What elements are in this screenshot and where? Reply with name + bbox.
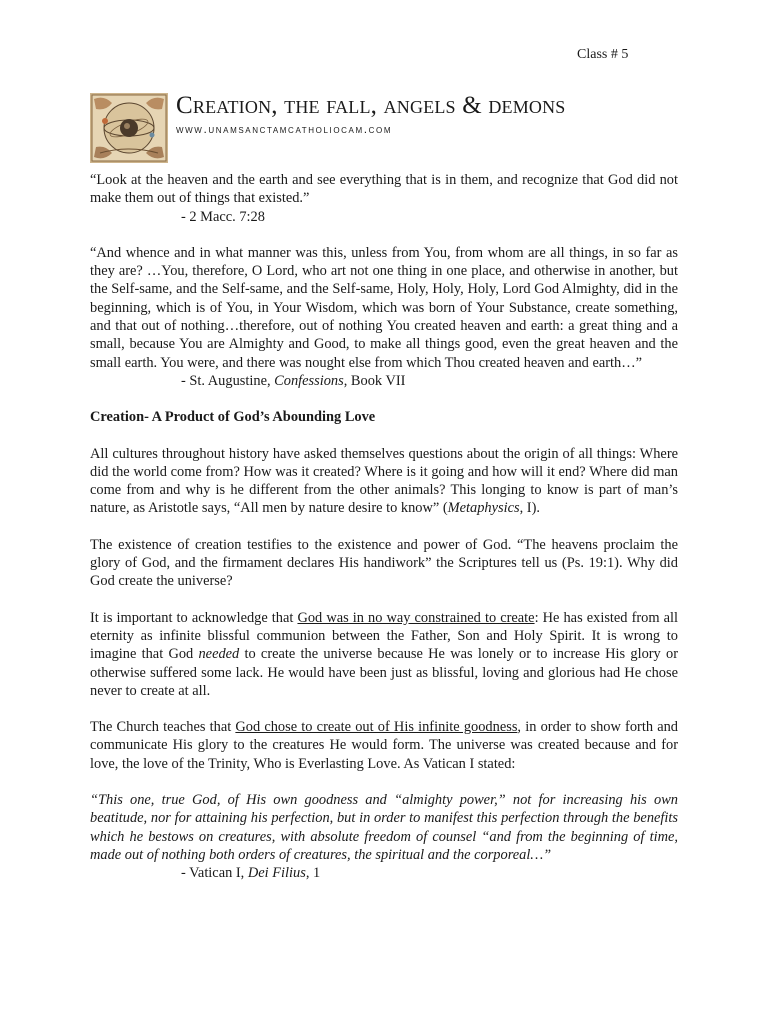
paragraph-church-teaches — [90, 718, 678, 773]
attribution-work-title: Confessions — [274, 372, 344, 389]
attribution-prefix: - Vatican I, — [181, 865, 248, 882]
paragraph-existence: The existence of creation testifies to the existence and power of God. “The heavens proclaim the glory of God, and the firmament declares His handiwork” the Scriptures tell us (Ps. 19:1). Why did God create the universe? — [90, 536, 678, 590]
section-heading: Creation- A Product of God’s Abounding Love — [90, 409, 376, 426]
underlined-phrase: God chose to create out of His infinite goodness — [235, 719, 518, 736]
paragraph-mid: : He has existed from all eternity as infinite blissful communion between the Father, Son and Holy Spirit. It is wrong to imagine that God — [90, 609, 678, 663]
underlined-phrase: God was in no way constrained to create — [297, 609, 535, 626]
attribution-work-title: Dei Filius — [247, 865, 306, 882]
document-body — [90, 171, 678, 883]
quote-vatican-attribution — [90, 864, 678, 882]
paragraph-rest: to create the universe because He was lonely or to increase His glory or otherwise suffered some lack. He would have been just as blissful, loving and glorious had He chose never to create at all. — [90, 646, 678, 699]
document-title: Creation, the fall, angels & demons — [176, 92, 566, 119]
paragraph-text: All cultures throughout history have asked themselves questions about the origin of all things: Where did the world come from? How was it created? Where is it going and how will it end? Where did man come from and why is he different from the other animals? This longing to know is part of man’s nature, as Aristotle says, “All men by nature desire to know” ( — [90, 445, 678, 517]
work-title: Metaphysics — [447, 500, 520, 517]
quote-augustine: “And whence and in what manner was this, unless from You, from whom are all things, in so far as they are? …You, therefore, O Lord, who art not one thing in one place, and otherwise in another, but the Self-same, and the Self-same, and the Self-same, Holy, Holy, Holy, Lord God Almighty, did in the beginning, which is of You, in Your Wisdom, which was born of Your Substance, create something, and that out of nothing…therefore, out of nothing You created heaven and earth: a great thing and a small, because You are Almighty and Good, to make all things good, even the great heaven and the small earth. You were, and there was nought else from which Thou created heaven and earth…” — [90, 244, 678, 371]
cosmos-engraving-image — [90, 93, 168, 163]
website-url: www.unamsanctamcatholiocam.com — [176, 122, 393, 136]
quote-maccabees-attribution: - 2 Macc. 7:28 — [181, 208, 265, 225]
paragraph-lead: It is important to acknowledge that — [90, 609, 298, 626]
quote-maccabees: “Look at the heaven and the earth and see everything that is in them, and recognize that God did not make them out of things that existed.” — [90, 172, 678, 207]
paragraph-not-constrained — [90, 609, 678, 700]
attribution-prefix: - St. Augustine, — [181, 372, 275, 389]
quote-augustine-attribution — [90, 372, 678, 390]
quote-vatican: “This one, true God, of His own goodness and “almighty power,” not for increasing his own beatitude, nor for attaining his perfection, but in order to manifest this perfection through the benefits which he bestows on creatures, with absolute freedom of counsel “and from the beginning of time, made out of nothing both orders of creatures, the spiritual and the corporeal…” — [90, 792, 678, 863]
paragraph-origins — [90, 445, 678, 518]
attribution-suffix: , 1 — [305, 865, 321, 882]
attribution-suffix: , Book VII — [343, 372, 406, 389]
paragraph-lead: The Church teaches that — [90, 719, 236, 736]
emphasized-word: needed — [198, 646, 240, 663]
paragraph-suffix: , I). — [519, 500, 540, 517]
class-number-label: Class # 5 — [577, 47, 629, 62]
paragraph-rest: , in order to show forth and communicate His glory to the creatures He would form. The universe was created because and for love, the love of the Trinity, Who is Everlasting Love. As Vatican I stated: — [90, 719, 678, 772]
